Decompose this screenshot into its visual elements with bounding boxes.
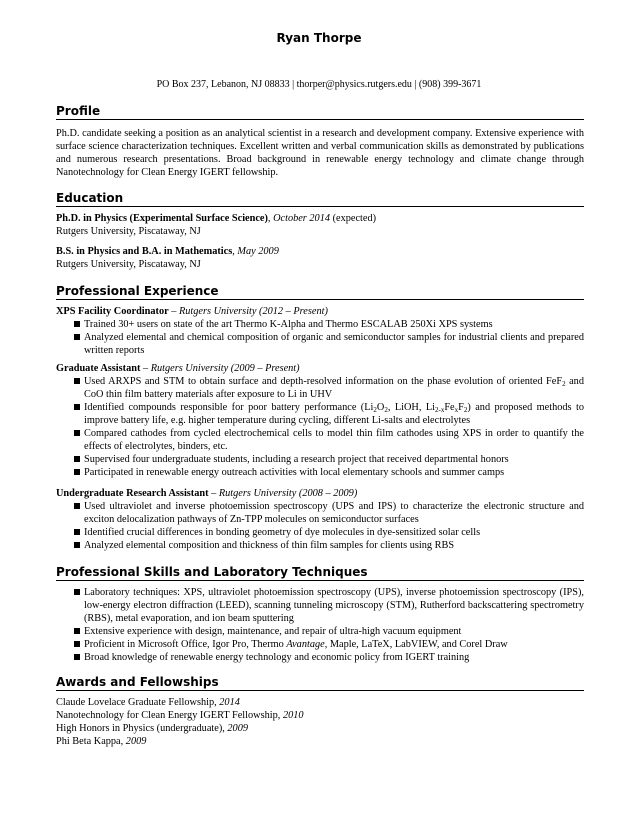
- section-heading-awards: Awards and Fellowships: [56, 675, 584, 691]
- job-entry: Undergraduate Research Assistant – Rutgers University (2008 – 2009) Used ultraviolet and inverse photoemission spectroscopy (UPS and IPS) to characterize the electronic structure and exciton delocalization pathways of Zn-TPP molecules on semiconductor surfaces Identified crucial differences in bonding geometry of dye molecules in dye-sensitized solar cells Analyzed elemental composition and thickness of thin film samples for clients using RBS: [56, 488, 584, 551]
- section-heading-experience: Professional Experience: [56, 284, 584, 300]
- list-item: High Honors in Physics (undergraduate), 2009: [56, 723, 248, 734]
- school-name: Rutgers University, Piscataway, NJ: [56, 259, 201, 270]
- degree-note: (expected): [332, 213, 377, 224]
- bullet-icon: [74, 469, 80, 475]
- list-item: Participated in renewable energy outreach activities with local elementary schools and summer camps: [56, 466, 584, 479]
- job-org: Rutgers University (2012 – Present): [178, 306, 328, 317]
- list-item: Trained 30+ users on state of the art Thermo K-Alpha and Thermo ESCALAB 250Xi XPS systems: [56, 318, 584, 331]
- bullet-icon: [74, 654, 80, 660]
- bullet-icon: [74, 589, 80, 595]
- job-title: Graduate Assistant: [56, 363, 141, 374]
- list-item: Extensive experience with design, maintenance, and repair of ultra-high vacuum equipment: [56, 625, 584, 638]
- list-item: Proficient in Microsoft Office, Igor Pro, Thermo Avantage, Maple, LaTeX, LabVIEW, and Corel Draw: [56, 638, 584, 651]
- list-item: Broad knowledge of renewable energy technology and economic policy from IGERT training: [56, 651, 584, 664]
- job-entry: XPS Facility Coordinator – Rutgers University (2012 – Present) Trained 30+ users on state of the art Thermo K-Alpha and Thermo ESCALAB 250Xi XPS systems Analyzed elemental and chemical composition of organic and semiconductor samples for industrial clients and prepared written reports: [56, 306, 584, 356]
- degree-date: May 2009: [237, 246, 279, 257]
- job-title: Undergraduate Research Assistant: [56, 488, 209, 499]
- bullet-icon: [74, 321, 80, 327]
- list-item: Analyzed elemental and chemical composition of organic and semiconductor samples for industrial clients and prepared written reports: [56, 331, 584, 357]
- bullet-icon: [74, 334, 80, 340]
- awards-list: [56, 696, 584, 748]
- list-item: Used ARXPS and STM to obtain surface and depth-resolved information on the phase evolution of oriented FeF$_2$ and CoO thin film battery materials after exposure to Li in UHV: [56, 375, 584, 401]
- bullet-icon: [74, 503, 80, 509]
- degree-title: B.S. in Physics and B.A. in Mathematics: [56, 246, 233, 257]
- section-heading-skills: Professional Skills and Laboratory Techniques: [56, 565, 584, 581]
- bullet-icon: [74, 456, 80, 462]
- job-entry: Graduate Assistant – Rutgers University (2009 – Present) Used ARXPS and STM to obtain surface and depth-resolved information on the phase evolution of oriented FeF$_2$ and CoO thin film battery materials after exposure to Li in UHV Identified compounds responsible for poor battery performance ($Li_2O_2$, LiOH, $Li_{2-x}Fe_xF_2$) and proposed methods to improve battery life, e.g. higher temperature during cycling, different Li-salts and electrolytes Compared cathodes from cycled electrochemical cells to model thin film cathodes using XPS in order to quantify the effects of electrolytes, binders, etc. Supervised four undergraduate students, including a research project that received departmental honors Participated in renewable energy outreach activities with local elementary schools and summer camps: [56, 363, 584, 478]
- skills-list: [56, 586, 584, 664]
- bullet-icon: [74, 641, 80, 647]
- list-item: Claude Lovelace Graduate Fellowship, 2014: [56, 697, 240, 708]
- job-org: Rutgers University (2008 – 2009): [218, 488, 358, 499]
- bullet-icon: [74, 529, 80, 535]
- bullet-icon: [74, 628, 80, 634]
- job-org: Rutgers University (2009 – Present): [150, 363, 300, 374]
- list-item: Supervised four undergraduate students, including a research project that received departmental honors: [56, 453, 584, 466]
- bullet-icon: [74, 378, 80, 384]
- section-heading-education: Education: [56, 191, 584, 207]
- education-entry: Ph.D. in Physics (Experimental Surface Science), October 2014 (expected) Rutgers University, Piscataway, NJ: [56, 212, 584, 238]
- bullet-icon: [74, 430, 80, 436]
- resume-name: Ryan Thorpe: [276, 31, 362, 45]
- degree-title: Ph.D. in Physics (Experimental Surface Science): [56, 213, 268, 224]
- contact-line: PO Box 237, Lebanon, NJ 08833 | thorper@physics.rutgers.edu | (908) 399-3671: [156, 79, 482, 90]
- bullet-icon: [74, 542, 80, 548]
- profile-summary: Ph.D. candidate seeking a position as an analytical scientist in a research and development company. Extensive experience with surface science characterization techniques. Excellent written and verbal communication skills as demonstrated by publications and numerous research presentations. Broad background in renewable energy technology and climate change through Nanotechnology for Clean Energy IGERT fellowship.: [56, 128, 584, 178]
- list-item: Compared cathodes from cycled electrochemical cells to model thin film cathodes using XPS in order to quantify the effects of electrolytes, binders, etc.: [56, 427, 584, 453]
- list-item: Identified compounds responsible for poor battery performance ($Li_2O_2$, LiOH, $Li_{2-x}Fe_xF_2$) and proposed methods to improve battery life, e.g. higher temperature during cycling, different Li-salts and electrolytes: [56, 401, 584, 427]
- section-heading-profile: Profile: [56, 104, 584, 120]
- education-entry: B.S. in Physics and B.A. in Mathematics, May 2009 Rutgers University, Piscataway, NJ: [56, 245, 584, 271]
- list-item: Used ultraviolet and inverse photoemission spectroscopy (UPS and IPS) to characterize the electronic structure and exciton delocalization pathways of Zn-TPP molecules on semiconductor surfaces: [56, 500, 584, 526]
- bullet-icon: [74, 404, 80, 410]
- list-item: Laboratory techniques: XPS, ultraviolet photoemission spectroscopy (UPS), inverse photoemission spectroscopy (IPS), low-energy electron diffraction (LEED), scanning tunneling microscopy (STM), Rutherford backscattering spectrometry (RBS), metal evaporation, and ion beam sputtering: [56, 586, 584, 625]
- list-item: Nanotechnology for Clean Energy IGERT Fellowship, 2010: [56, 710, 304, 721]
- list-item: Identified crucial differences in bonding geometry of dye molecules in dye-sensitized solar cells: [56, 526, 584, 539]
- degree-date: October 2014: [273, 213, 330, 224]
- school-name: Rutgers University, Piscataway, NJ: [56, 226, 201, 237]
- job-title: XPS Facility Coordinator: [56, 306, 169, 317]
- list-item: Analyzed elemental composition and thickness of thin film samples for clients using RBS: [56, 539, 584, 552]
- list-item: Phi Beta Kappa, 2009: [56, 736, 147, 747]
